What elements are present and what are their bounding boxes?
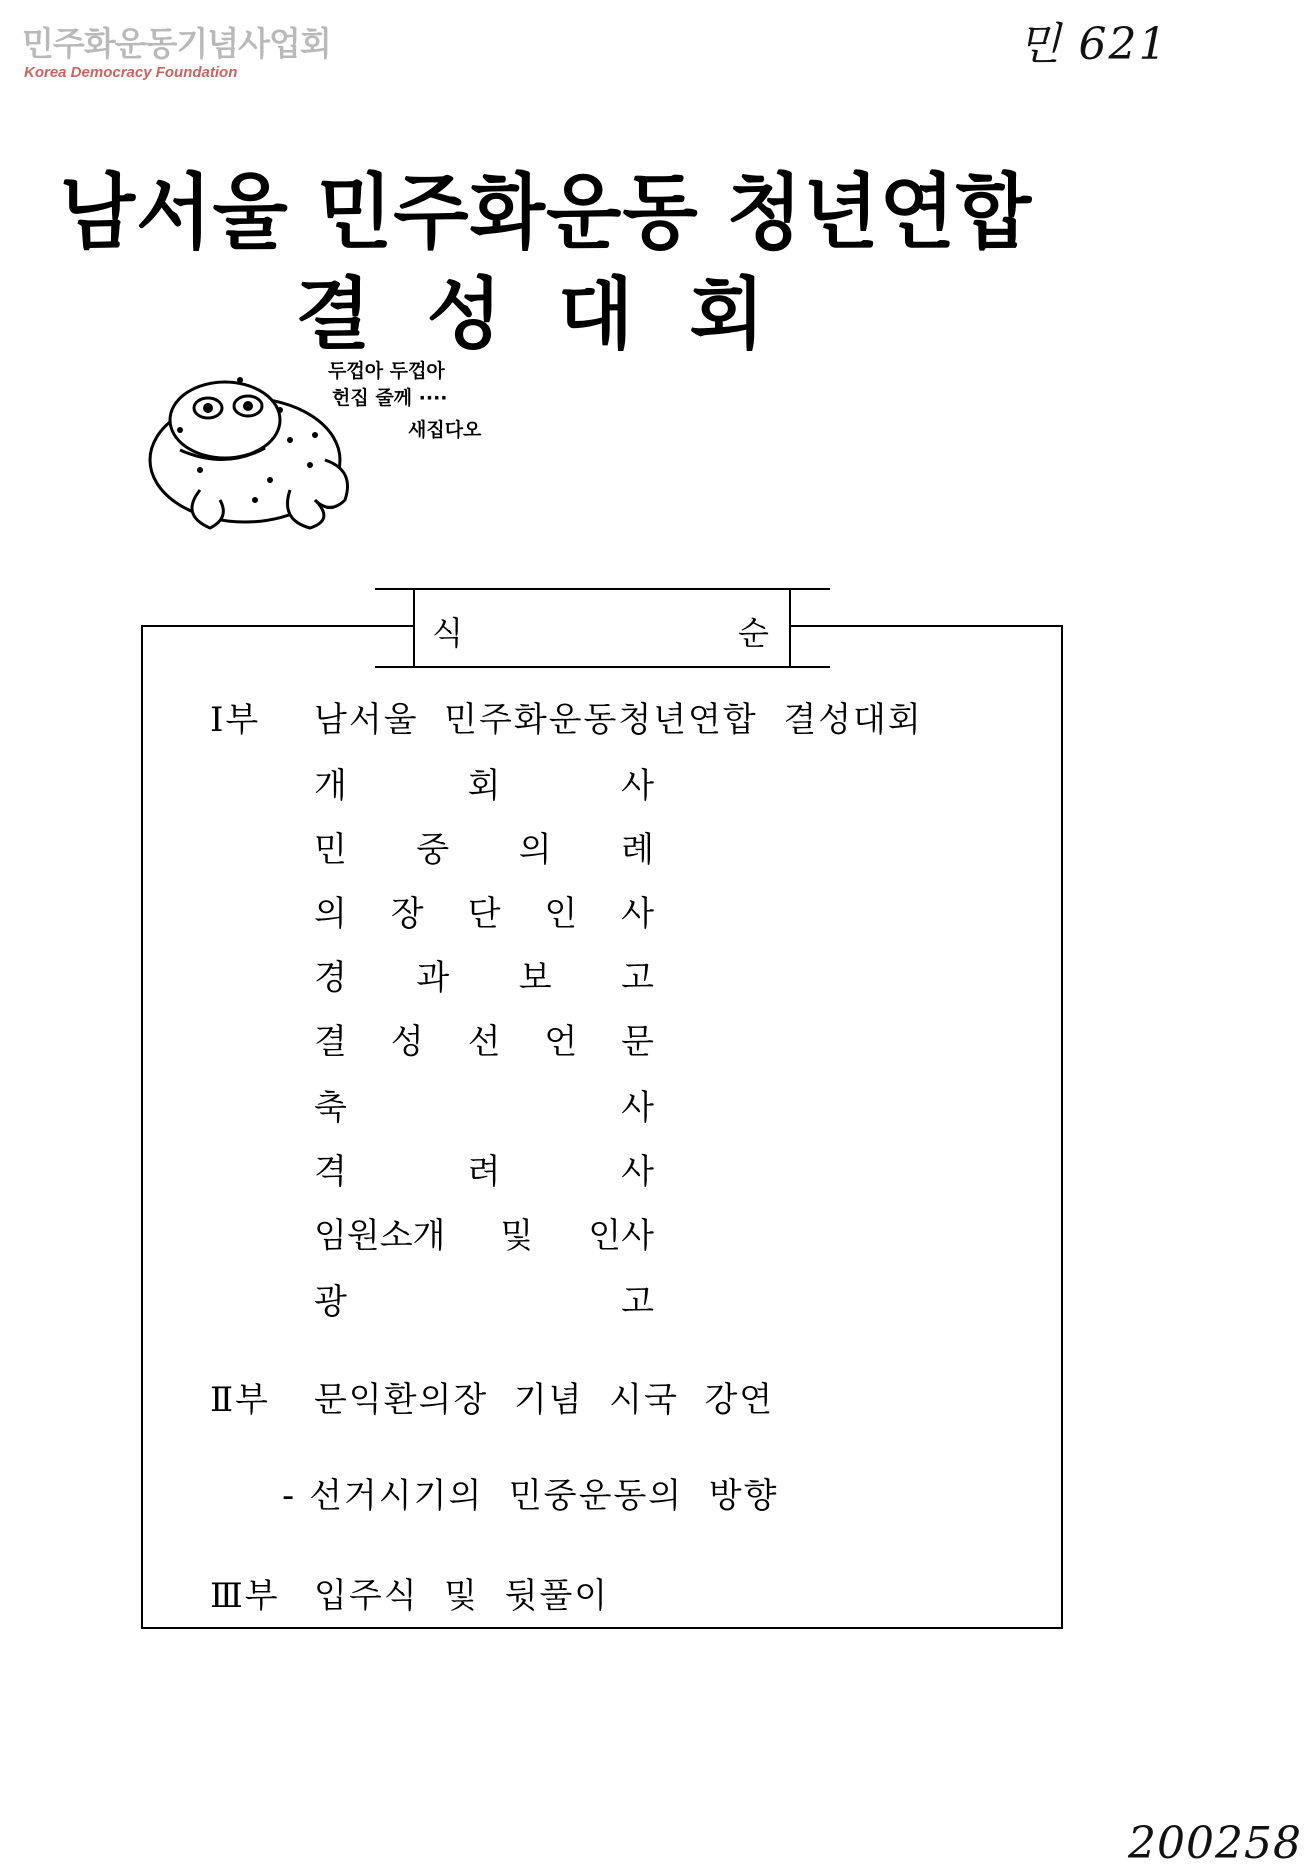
speech-line-1: 두껍아 두껍아 (328, 360, 445, 382)
archive-number: 200258 (1128, 1818, 1302, 1869)
program-label-frame (413, 588, 791, 667)
divider (141, 625, 413, 627)
divider (791, 625, 1063, 627)
list-item: 개 회 사 (314, 766, 654, 806)
archive-code: 민 621 (1018, 19, 1169, 70)
part-2-marker: Ⅱ부 (210, 1380, 270, 1420)
part-1-marker: Ⅰ부 (210, 700, 261, 740)
speech-line-2: 헌집 줄께 ···· (332, 387, 448, 409)
list-item: 경 과 보 고 (314, 958, 654, 998)
list-item: 축 사 (314, 1088, 654, 1128)
list-item: 격 려 사 (314, 1152, 654, 1192)
part-2-subtitle: - 선거시기의 민중운동의 방향 (282, 1476, 779, 1516)
divider (375, 588, 830, 590)
part-3-title: 입주식 및 뒷풀이 (314, 1576, 610, 1616)
program-label-right: 순 (738, 614, 769, 652)
list-item: 의 장 단 인 사 (314, 894, 654, 934)
part-2-title: 문익환의장 기념 시국 강연 (314, 1380, 775, 1420)
part-3-marker: Ⅲ부 (210, 1576, 280, 1616)
page-title: 남서울 민주화운동 청년연합 (59, 166, 1033, 261)
program-label-left: 식 (432, 614, 463, 652)
watermark-english: Korea Democracy Foundation (24, 64, 238, 81)
list-item: 광 고 (314, 1282, 654, 1322)
list-item: 결 성 선 언 문 (314, 1022, 654, 1062)
part-1-title: 남서울 민주화운동청년연합 결성대회 (314, 700, 923, 740)
watermark-korean: 민주화운동기념사업회 (22, 24, 331, 63)
divider (375, 666, 830, 668)
list-item: 임원소개 및 인사 (314, 1216, 654, 1256)
list-item: 민 중 의 례 (314, 830, 654, 870)
speech-line-3: 새집다오 (408, 419, 482, 441)
page-subtitle: 결성대회 (295, 270, 821, 360)
